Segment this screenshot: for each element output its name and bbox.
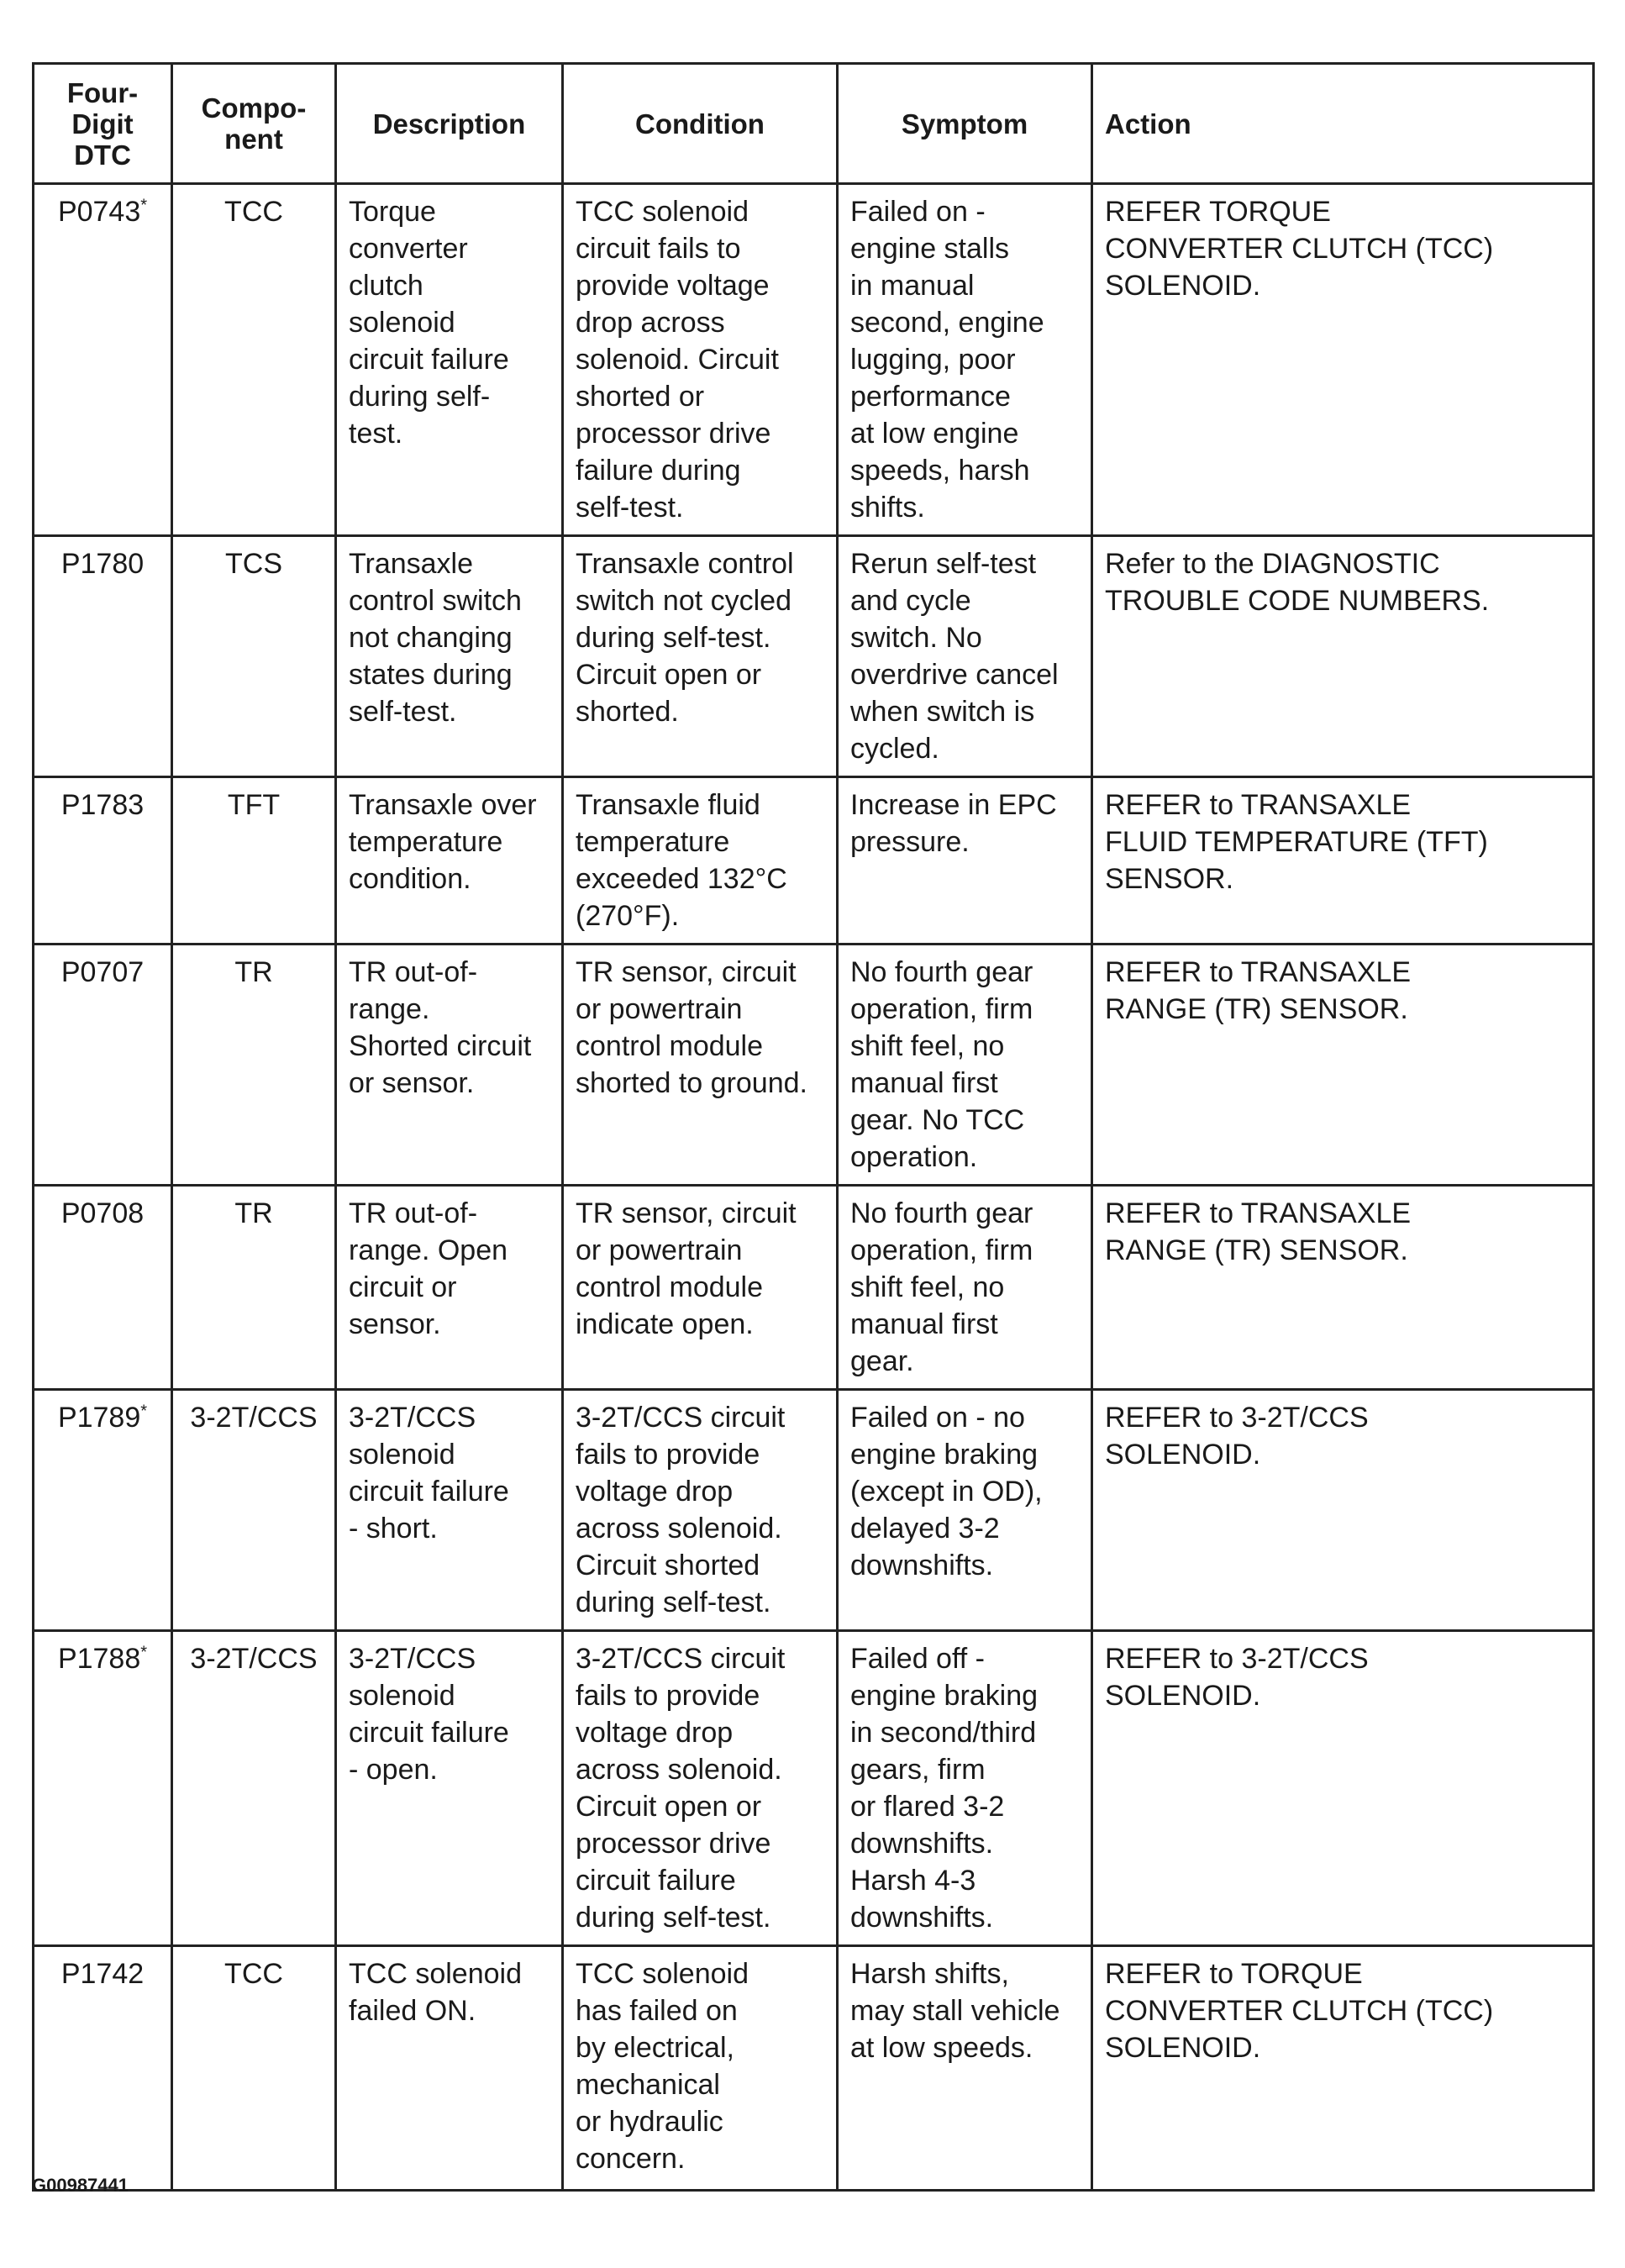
description-cell: TCC solenoid failed ON.	[336, 1946, 563, 2191]
symptom-cell: Rerun self-test and cycle switch. No overdrive cancel when switch is cycled.	[838, 536, 1092, 777]
dtc-cell	[34, 1186, 172, 1390]
header-condition: Condition	[563, 64, 838, 184]
dtc-cell	[34, 945, 172, 1186]
dtc-table	[32, 62, 1595, 2192]
header-action: Action	[1092, 64, 1594, 184]
symptom-cell: Failed on - no engine braking (except in OD), delayed 3-2 downshifts.	[838, 1390, 1092, 1631]
dtc-cell	[34, 536, 172, 777]
condition-cell: TR sensor, circuit or powertrain control module shorted to ground.	[563, 945, 838, 1186]
footnote-mark: *	[140, 1643, 148, 1662]
component-cell: TCS	[172, 536, 336, 777]
description-cell: TR out-of- range. Shorted circuit or sensor.	[336, 945, 563, 1186]
action-cell: REFER TORQUE CONVERTER CLUTCH (TCC) SOLENOID.	[1092, 184, 1594, 536]
condition-cell: Transaxle fluid temperature exceeded 132°C (270°F).	[563, 777, 838, 945]
dtc-code: P1789	[57, 1402, 141, 1434]
table-row	[34, 1390, 1594, 1631]
footnote-mark: *	[140, 196, 148, 215]
table-row	[34, 536, 1594, 777]
description-cell: Transaxle control switch not changing states during self-test.	[336, 536, 563, 777]
table-row	[34, 1946, 1594, 2191]
table-row	[34, 777, 1594, 945]
header-component: Compo- nent	[172, 64, 336, 184]
dtc-code: P1788	[57, 1643, 141, 1675]
symptom-cell: Harsh shifts, may stall vehicle at low speeds.	[838, 1946, 1092, 2191]
description-cell: Torque converter clutch solenoid circuit failure during self- test.	[336, 184, 563, 536]
action-cell: REFER to TRANSAXLE RANGE (TR) SENSOR.	[1092, 1186, 1594, 1390]
dtc-cell	[34, 1631, 172, 1946]
action-cell: REFER to TRANSAXLE RANGE (TR) SENSOR.	[1092, 945, 1594, 1186]
dtc-code: P1783	[60, 789, 145, 821]
dtc-code: P0708	[60, 1197, 145, 1229]
component-cell: TCC	[172, 1946, 336, 2191]
description-cell: TR out-of- range. Open circuit or sensor.	[336, 1186, 563, 1390]
action-cell: REFER to TORQUE CONVERTER CLUTCH (TCC) SOLENOID.	[1092, 1946, 1594, 2191]
dtc-code: P1780	[60, 548, 145, 580]
footnote-mark: *	[140, 1402, 148, 1421]
table-header-row	[34, 64, 1594, 184]
table-row	[34, 945, 1594, 1186]
component-cell: TR	[172, 1186, 336, 1390]
condition-cell: TCC solenoid has failed on by electrical, mechanical or hydraulic concern.	[563, 1946, 838, 2191]
action-cell: Refer to the DIAGNOSTIC TROUBLE CODE NUMBERS.	[1092, 536, 1594, 777]
symptom-cell: No fourth gear operation, firm shift feel, no manual first gear.	[838, 1186, 1092, 1390]
dtc-cell	[34, 777, 172, 945]
action-cell: REFER to 3-2T/CCS SOLENOID.	[1092, 1390, 1594, 1631]
component-cell: TR	[172, 945, 336, 1186]
header-symptom: Symptom	[838, 64, 1092, 184]
condition-cell: Transaxle control switch not cycled during self-test. Circuit open or shorted.	[563, 536, 838, 777]
table-row	[34, 1631, 1594, 1946]
condition-cell: 3-2T/CCS circuit fails to provide voltage drop across solenoid. Circuit shorted during self-test.	[563, 1390, 838, 1631]
dtc-code: P1742	[60, 1958, 145, 1990]
symptom-cell: Failed on - engine stalls in manual second, engine lugging, poor performance at low engine speeds, harsh shifts.	[838, 184, 1092, 536]
dtc-code: P0743	[57, 196, 141, 228]
component-cell: 3-2T/CCS	[172, 1390, 336, 1631]
condition-cell: TR sensor, circuit or powertrain control module indicate open.	[563, 1186, 838, 1390]
component-cell: 3-2T/CCS	[172, 1631, 336, 1946]
header-dtc: Four- Digit DTC	[34, 64, 172, 184]
component-cell: TCC	[172, 184, 336, 536]
dtc-cell	[34, 1390, 172, 1631]
description-cell: Transaxle over temperature condition.	[336, 777, 563, 945]
symptom-cell: Failed off - engine braking in second/third gears, firm or flared 3-2 downshifts. Harsh 4-3 downshifts.	[838, 1631, 1092, 1946]
condition-cell: TCC solenoid circuit fails to provide voltage drop across solenoid. Circuit shorted or processor drive failure during self-test.	[563, 184, 838, 536]
condition-cell: 3-2T/CCS circuit fails to provide voltage drop across solenoid. Circuit open or processor drive circuit failure during self-test.	[563, 1631, 838, 1946]
table-row	[34, 184, 1594, 536]
component-cell: TFT	[172, 777, 336, 945]
action-cell: REFER to TRANSAXLE FLUID TEMPERATURE (TFT) SENSOR.	[1092, 777, 1594, 945]
symptom-cell: No fourth gear operation, firm shift feel, no manual first gear. No TCC operation.	[838, 945, 1092, 1186]
table-row	[34, 1186, 1594, 1390]
symptom-cell: Increase in EPC pressure.	[838, 777, 1092, 945]
header-description: Description	[336, 64, 563, 184]
dtc-code: P0707	[60, 956, 145, 988]
dtc-cell	[34, 1946, 172, 2191]
dtc-cell	[34, 184, 172, 536]
description-cell: 3-2T/CCS solenoid circuit failure - open.	[336, 1631, 563, 1946]
action-cell: REFER to 3-2T/CCS SOLENOID.	[1092, 1631, 1594, 1946]
description-cell: 3-2T/CCS solenoid circuit failure - short.	[336, 1390, 563, 1631]
figure-id: G00987441	[32, 2175, 129, 2196]
